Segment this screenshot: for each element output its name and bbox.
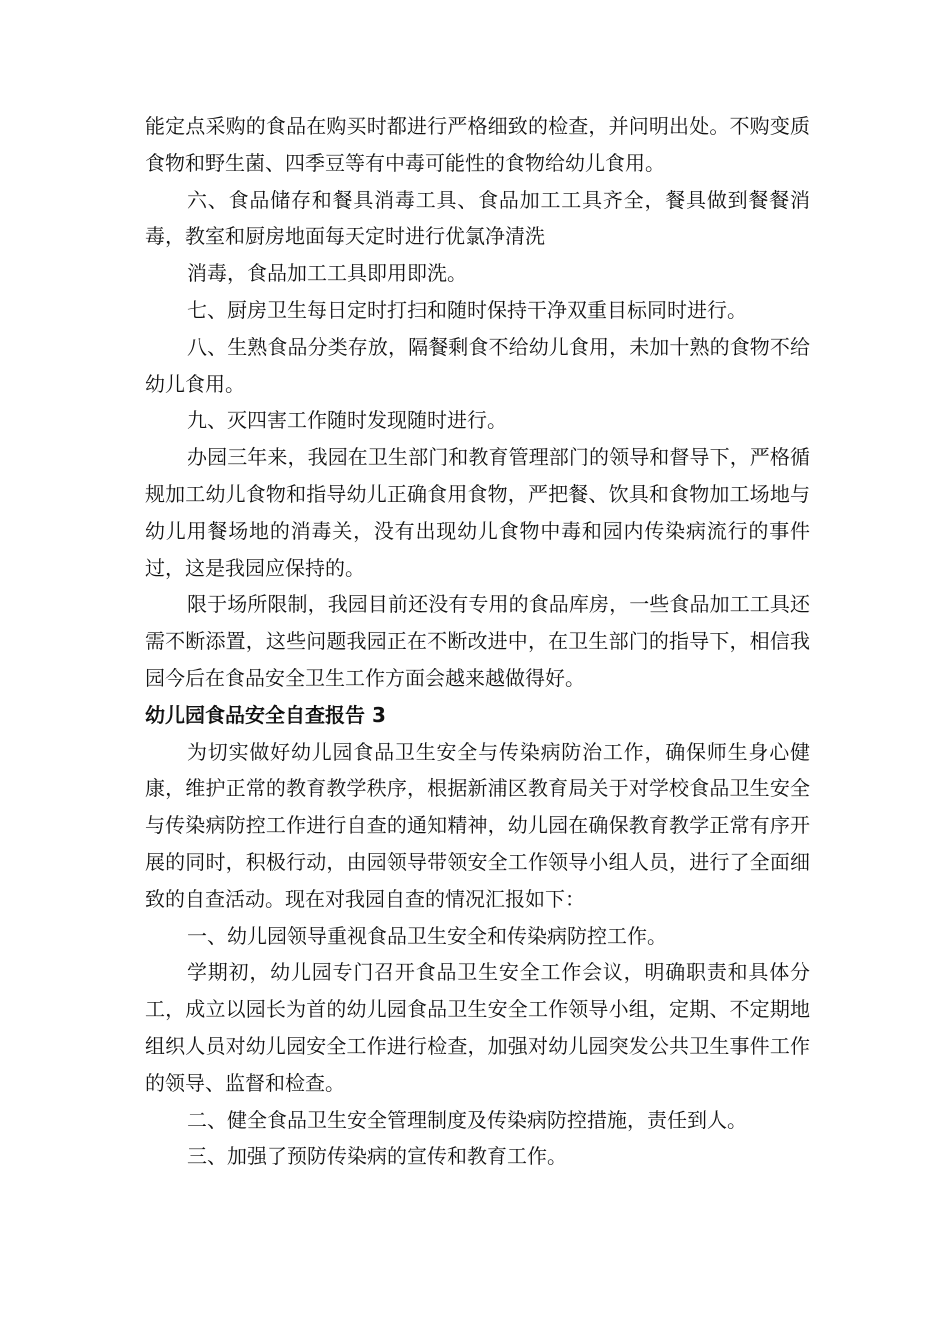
- paragraph-limitations: 限于场所限制，我园目前还没有专用的食品库房，一些食品加工工具还需不断添置，这些问题我园正在不断改进中，在卫生部门的指导下，相信我园今后在食品安全卫生工作方面会越来越做得好。: [145, 592, 810, 690]
- section-paragraph-item-one: 一、幼儿园领导重视食品卫生安全和传染病防控工作。: [187, 923, 667, 948]
- paragraph-item-nine: 九、灭四害工作随时发现随时进行。: [187, 408, 507, 433]
- paragraph-item-six: 六、食品储存和餐具消毒工具、食品加工工具齐全，餐具做到餐餐消毒，教室和厨房地面每天定时进行优氯净清洗: [145, 187, 810, 249]
- section-paragraph-intro: 为切实做好幼儿园食品卫生安全与传染病防治工作，确保师生身心健康，维护正常的教育教学秩序，根据新浦区教育局关于对学校食品卫生安全与传染病防控工作进行自查的通知精神，幼儿园在确保教育教学正常有序开展的同时，积极行动，由园领导带领安全工作领导小组人员，进行了全面细致的自查活动。现在对我园自查的情况汇报如下：: [145, 739, 810, 911]
- section-paragraph-semester: 学期初，幼儿园专门召开食品卫生安全工作会议，明确职责和具体分工，成立以园长为首的幼儿园食品卫生安全工作领导小组，定期、不定期地组织人员对幼儿园安全工作进行检查，加强对幼儿园突发公共卫生事件工作的领导、监督和检查。: [145, 960, 810, 1095]
- paragraph-summary: 办园三年来，我园在卫生部门和教育管理部门的领导和督导下，严格循规加工幼儿食物和指导幼儿正确食用食物，严把餐、饮具和食物加工场地与幼儿用餐场地的消毒关，没有出现幼儿食物中毒和园内传染病流行的事件过，这是我园应保持的。: [145, 445, 810, 580]
- section-paragraph-item-three: 三、加强了预防传染病的宣传和教育工作。: [187, 1144, 567, 1169]
- document-body: [145, 108, 810, 1175]
- section-heading: 幼儿园食品安全自查报告 3: [145, 702, 386, 727]
- section-paragraph-item-two: 二、健全食品卫生安全管理制度及传染病防控措施，责任到人。: [187, 1107, 747, 1132]
- paragraph-item-eight: 八、生熟食品分类存放，隔餐剩食不给幼儿食用，未加十熟的食物不给幼儿食用。: [145, 334, 810, 396]
- paragraph-item-seven: 七、厨房卫生每日定时打扫和随时保持干净双重目标同时进行。: [187, 297, 747, 322]
- paragraph-disinfection: 消毒，食品加工工具即用即洗。: [187, 261, 467, 286]
- paragraph-continued: 能定点采购的食品在购买时都进行严格细致的检查，并问明出处。不购变质食物和野生菌、四季豆等有中毒可能性的食物给幼儿食用。: [145, 114, 810, 175]
